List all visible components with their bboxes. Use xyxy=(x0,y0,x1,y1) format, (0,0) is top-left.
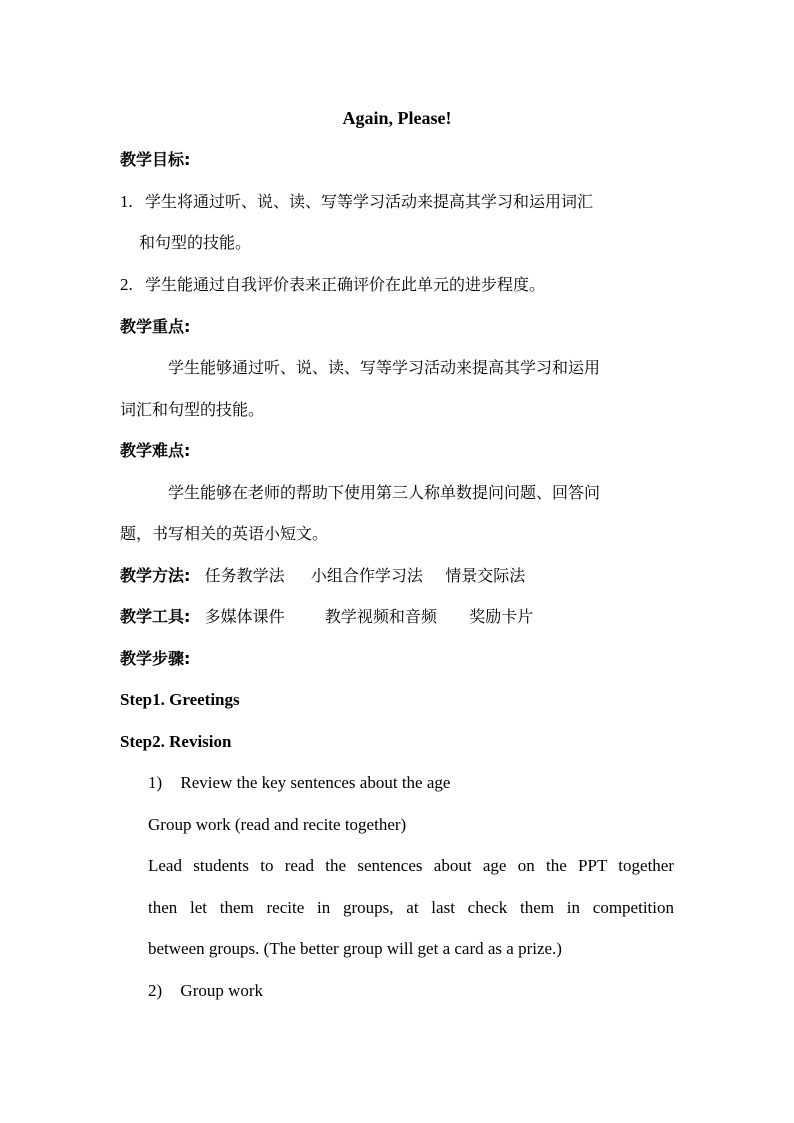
objective-item-1-continuation: 和句型的技能。 xyxy=(139,233,252,252)
sub-item-2 xyxy=(148,981,263,1001)
objective-item-1 xyxy=(120,192,593,212)
sub-item-1 xyxy=(148,773,450,793)
sub-item-1-paragraph-line-2: then let them recite in groups, at last check them in competition xyxy=(148,898,674,917)
document-title: Again, Please! xyxy=(342,108,452,128)
objective-item-2-number: 2. xyxy=(120,275,133,294)
steps-heading: 教学步骤: xyxy=(120,649,191,668)
objective-item-1-number: 1. xyxy=(120,192,133,211)
objective-item-2-text: 学生能通过自我评价表来正确评价在此单元的进步程度。 xyxy=(145,275,546,294)
objective-item-1-text: 学生将通过听、说、读、写等学习活动来提高其学习和运用词汇 xyxy=(145,192,594,211)
difficulties-line-2: 题，书写相关的英语小短文。 xyxy=(120,524,329,543)
difficulties-line-1: 学生能够在老师的帮助下使用第三人称单数提问问题、回答问 xyxy=(168,483,601,502)
methods-heading: 教学方法: xyxy=(120,566,191,585)
objective-item-2 xyxy=(120,275,545,295)
step-2: Step2. Revision xyxy=(120,732,232,751)
key-points-line-1: 学生能够通过听、说、读、写等学习活动来提高其学习和运用 xyxy=(168,358,601,377)
tool-item-1: 多媒体课件 xyxy=(204,607,285,626)
difficulties-heading: 教学难点: xyxy=(120,441,191,460)
key-points-line-2: 词汇和句型的技能。 xyxy=(120,400,265,419)
method-item-2: 小组合作学习法 xyxy=(310,566,423,585)
sub-item-1-paragraph-line-1: Lead students to read the sentences about age on the PPT together xyxy=(148,856,674,875)
sub-item-1-number: 1) xyxy=(148,773,163,792)
sub-item-1-detail: Group work (read and recite together) xyxy=(148,815,407,834)
method-item-1: 任务教学法 xyxy=(204,566,285,585)
objectives-heading: 教学目标: xyxy=(120,150,191,169)
step-1: Step1. Greetings xyxy=(120,690,240,709)
tool-item-3: 奖励卡片 xyxy=(469,607,534,626)
tools-row xyxy=(120,607,533,627)
key-points-heading: 教学重点: xyxy=(120,317,191,336)
tools-heading: 教学工具: xyxy=(120,607,191,626)
sub-item-2-number: 2) xyxy=(148,981,163,1000)
tool-item-2: 教学视频和音频 xyxy=(324,607,437,626)
sub-item-1-paragraph-line-3: between groups. (The better group will get a card as a prize.) xyxy=(148,939,562,958)
method-item-3: 情景交际法 xyxy=(445,566,526,585)
sub-item-2-text: Group work xyxy=(180,981,264,1000)
sub-item-1-text: Review the key sentences about the age xyxy=(180,773,451,792)
methods-row xyxy=(120,566,525,586)
